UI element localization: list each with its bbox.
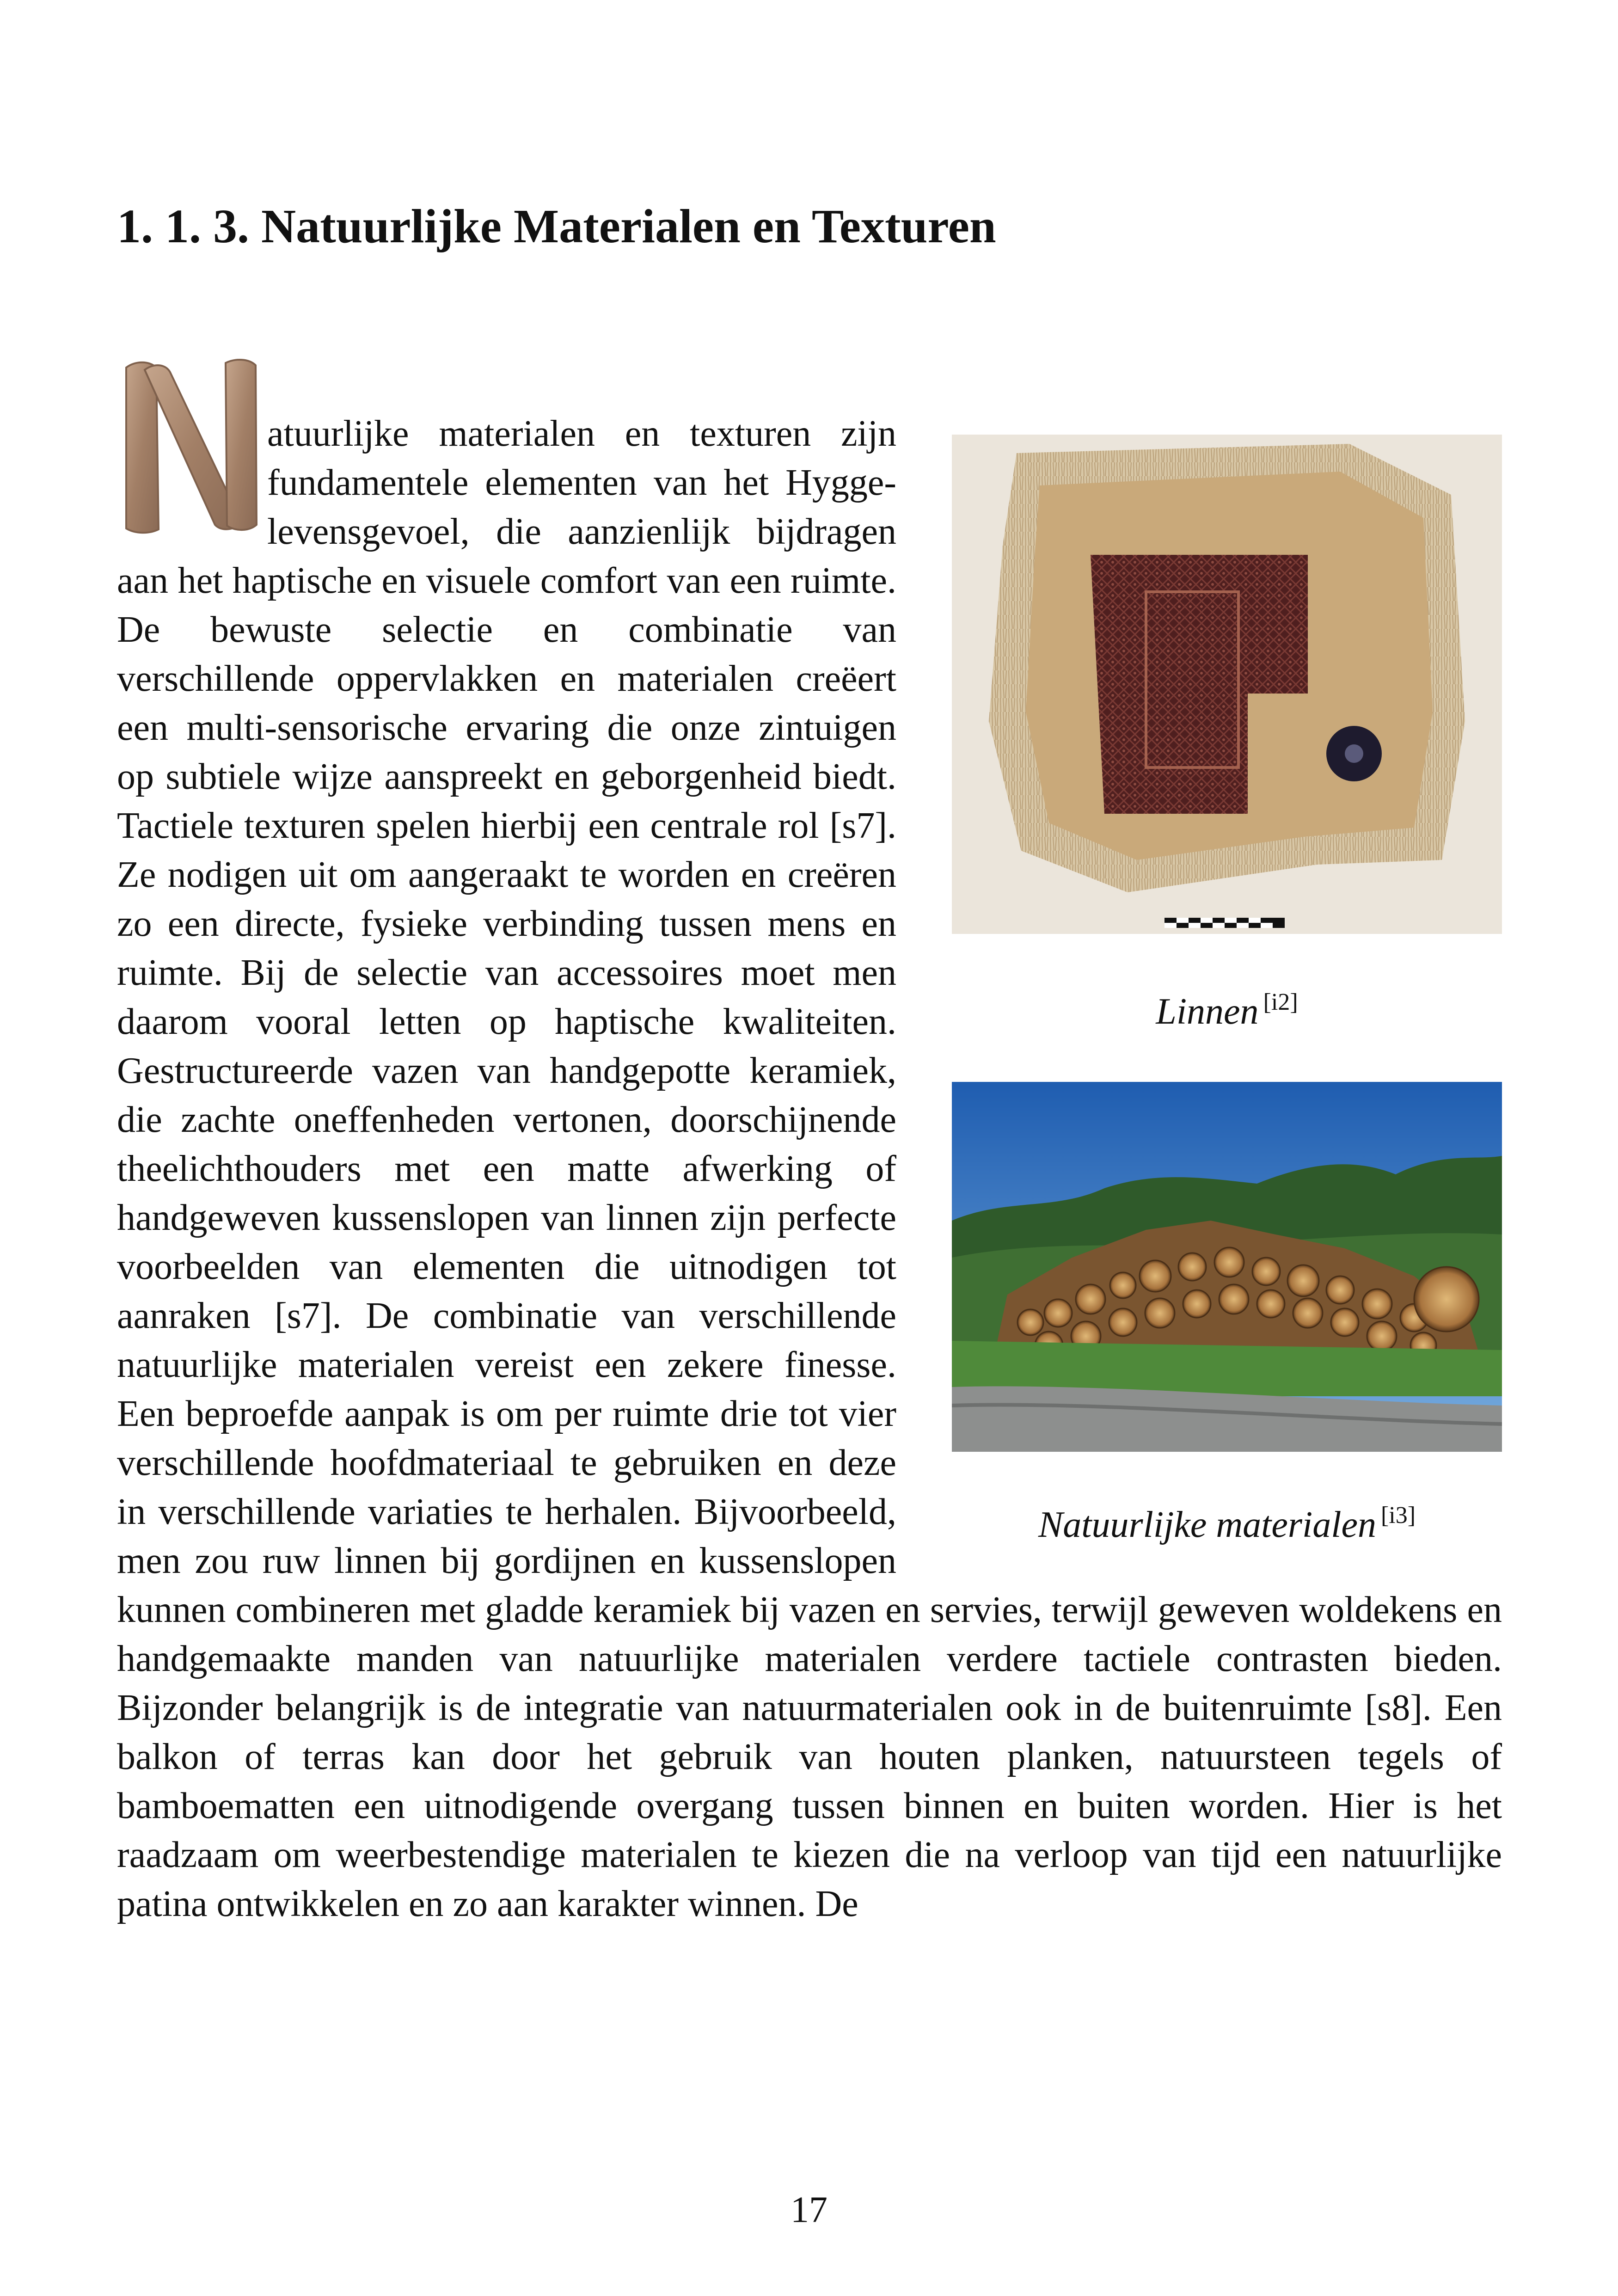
drop-cap [117, 358, 267, 534]
linen-illustration [952, 435, 1502, 934]
caption-reference: [i2] [1263, 989, 1298, 1015]
wood-pile-illustration [952, 1082, 1502, 1452]
body-text-block [117, 409, 1502, 1928]
linen-photo [952, 435, 1502, 934]
figure-caption-natural-materials [952, 1491, 1502, 1549]
body-paragraph: atuurlijke materialen en texturen zijn fundamentele elementen van het Hygge-levensgevoel, die aanzienlijk bijdragen aan het haptische en visuele comfort van een ruimte. De bewuste selectie en combinatie van verschillende oppervlakken en materialen creëert een multi-sensorische ervaring die onze zintuigen op subtiele wijze aanspreekt en geborgenheid biedt. Tactiele texturen spelen hierbij een centrale rol [s7]. Ze nodigen uit om aangeraakt te worden en creëren zo een directe, fysieke verbinding tussen mens en ruimte. Bij de selectie van accessoires moet men daarom vooral letten op haptische kwaliteiten. Gestructureerde vazen van handgepotte keramiek, die zachte oneffenheden vertonen, doorschijnende theelichthouders met een matte afwerking of handgeweven kussenslopen van linnen zijn perfecte voorbeelden van elementen die uitnodigen tot aanraken [s7]. De combinatie van verschillende natuurlijke materialen vereist een zekere finesse. Een beproefde aanpak is om per ruimte drie tot vier verschillende hoofdmateriaal te gebruiken en deze in verschillende variaties te herhalen. Bijvoorbeeld, men zou ruw linnen bij gordijnen en kussenslopen kunnen combineren met gladde keramiek bij vazen en servies, terwijl geweven woldekens en handgemaakte manden van natuurlijke materialen verdere tactiele contrasten bieden. Bijzonder belangrijk is de integratie van natuurmaterialen ook in de buitenruimte [s8]. Een balkon of terras kan door het gebruik van houten planken, natuursteen tegels of bamboematten een uitnodigende overgang tussen binnen en buiten worden. Hier is het raadzaam om weerbestendige materialen te kiezen die na verloop van tijd een natuurlijke patina ontwikkelen en zo aan karakter winnen. De [117, 413, 1502, 1924]
section-heading: 1. 1. 3. Natuurlijke Materialen en Texturen [117, 200, 996, 253]
page-number: 17 [791, 2190, 827, 2230]
wood-pile-photo [952, 1082, 1502, 1452]
figure-caption-linen [952, 978, 1502, 1036]
caption-reference: [i3] [1380, 1502, 1416, 1529]
caption-text: Linnen [1156, 991, 1259, 1032]
figure-column [952, 409, 1502, 1570]
drop-cap-fur-n [117, 358, 267, 534]
caption-text: Natuurlijke materialen [1038, 1504, 1376, 1545]
